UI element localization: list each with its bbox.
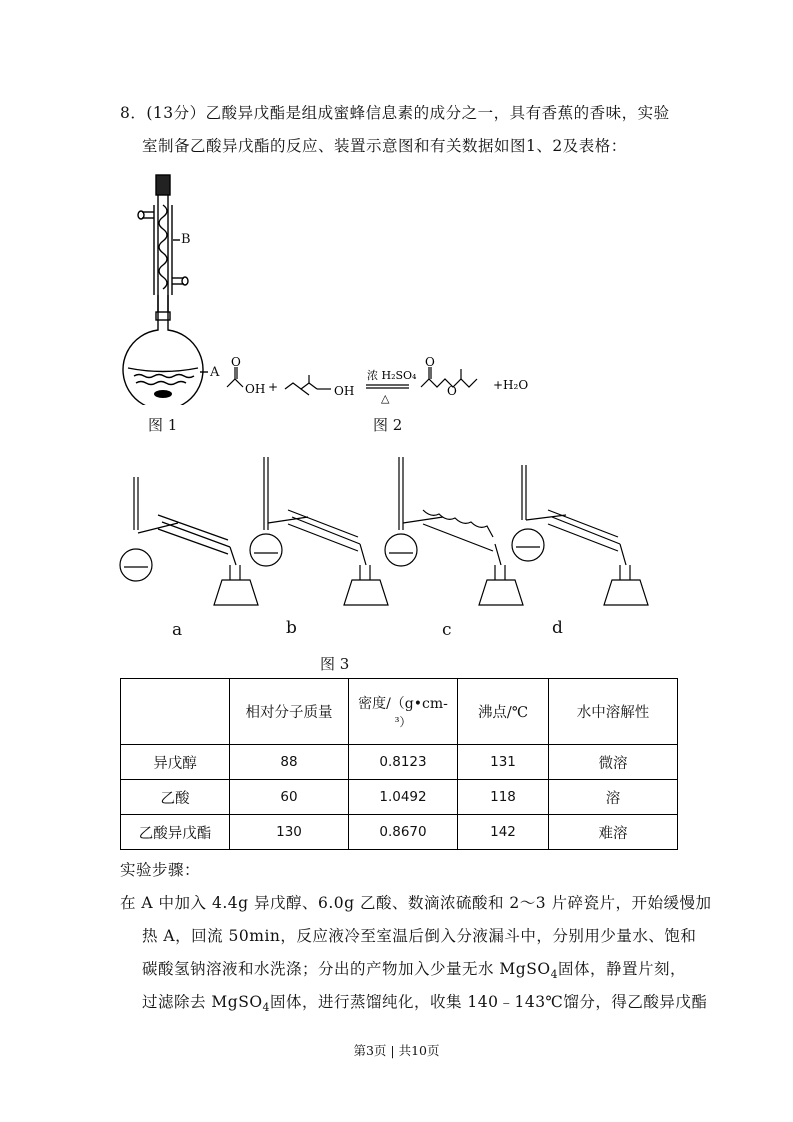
setup-c: [385, 457, 523, 605]
figure-2-oh2: OH: [334, 384, 355, 398]
table-cell: 溶: [549, 780, 678, 815]
figure-2-plus: +: [268, 380, 279, 394]
steps-line-3-sub: 4: [550, 968, 558, 982]
figure-1-caption: 图 1: [148, 416, 178, 434]
figure-2-heat: △: [381, 392, 390, 405]
question-line-2: 室制备乙酸异戊酯的反应、装置示意图和有关数据如图1、2及表格：: [142, 137, 627, 155]
table-cell: 0.8670: [349, 815, 458, 850]
figure-3-label-c: c: [442, 620, 452, 640]
figure-1-label-a: A: [210, 365, 220, 380]
steps-line-3-a: 碳酸氢钠溶液和水洗涤；分出的产物加入少量无水 MgSO: [142, 960, 551, 978]
figure-2-o1: O: [231, 355, 241, 369]
setup-a: [120, 477, 258, 605]
steps-line-4: [142, 990, 707, 1014]
steps-line-2: 热 A，回流 50min，反应液冷至室温后倒入分液漏斗中，分别用少量水、饱和: [142, 927, 697, 945]
setup-d: [512, 465, 648, 605]
steps-line-1: 在 A 中加入 4.4g 异戊醇、6.0g 乙酸、数滴浓硫酸和 2～3 片碎瓷片，开始缓慢加: [120, 894, 712, 912]
figure-3-distillation-setups: [118, 455, 688, 617]
figure-2-oh1: OH: [245, 382, 266, 396]
figure-2-water: +H₂O: [493, 378, 529, 392]
table-cell: 88: [230, 745, 349, 780]
page-footer: 第3页 | 共10页: [353, 1043, 440, 1058]
figure-3-label-a: a: [172, 620, 183, 640]
figure-2-catalyst: 浓 H₂SO₄: [367, 369, 417, 382]
table-cell: 微溶: [549, 745, 678, 780]
table-cell: 118: [458, 780, 549, 815]
setup-b: [250, 457, 388, 605]
steps-line-4-sub: 4: [262, 1001, 270, 1015]
steps-line-4-a: 过滤除去 MgSO: [142, 993, 263, 1011]
question-line-1: 8．(13分）乙酸异戊酯是组成蜜蜂信息素的成分之一，具有香蕉的香味，实验: [120, 104, 670, 122]
table-header-row: [121, 679, 678, 745]
table-cell: 60: [230, 780, 349, 815]
steps-line-3: [142, 957, 686, 981]
figure-2-reaction-equation: [225, 355, 555, 405]
figure-2-o2: O: [425, 355, 435, 369]
table-cell: 1.0492: [349, 780, 458, 815]
figure-3-label-b: b: [286, 618, 297, 638]
table-cell: 131: [458, 745, 549, 780]
table-cell: 142: [458, 815, 549, 850]
steps-line-4-b: 固体，进行蒸馏纯化，收集 140﹣143℃馏分，得乙酸异戊酯: [269, 993, 708, 1011]
density-header-line1: 密度/（g•cm-: [358, 696, 448, 712]
table-row: [121, 745, 678, 780]
figure-3-label-d: d: [552, 618, 563, 638]
figure-1-label-b: B: [181, 232, 191, 247]
figure-2-o3: O: [447, 384, 457, 398]
table-row: [121, 815, 678, 850]
figure-3-caption: 图 3: [320, 655, 350, 673]
table-cell: 难溶: [549, 815, 678, 850]
steps-line-3-b: 固体，静置片刻，: [557, 960, 686, 978]
table-header-cell: [349, 679, 458, 745]
table-cell: 异戊醇: [121, 745, 230, 780]
figure-2-caption: 图 2: [373, 416, 403, 434]
table-header-cell: 沸点/℃: [458, 679, 549, 745]
table-cell: 0.8123: [349, 745, 458, 780]
table-cell: 130: [230, 815, 349, 850]
table-cell: 乙酸异戊酯: [121, 815, 230, 850]
properties-table: [120, 678, 678, 850]
table-header-cell: 水中溶解性: [549, 679, 678, 745]
table-header-cell: [121, 679, 230, 745]
table-cell: 乙酸: [121, 780, 230, 815]
table-row: [121, 780, 678, 815]
density-header-line2: ³）: [394, 715, 412, 729]
steps-title: 实验步骤：: [120, 861, 201, 879]
table-header-cell: 相对分子质量: [230, 679, 349, 745]
